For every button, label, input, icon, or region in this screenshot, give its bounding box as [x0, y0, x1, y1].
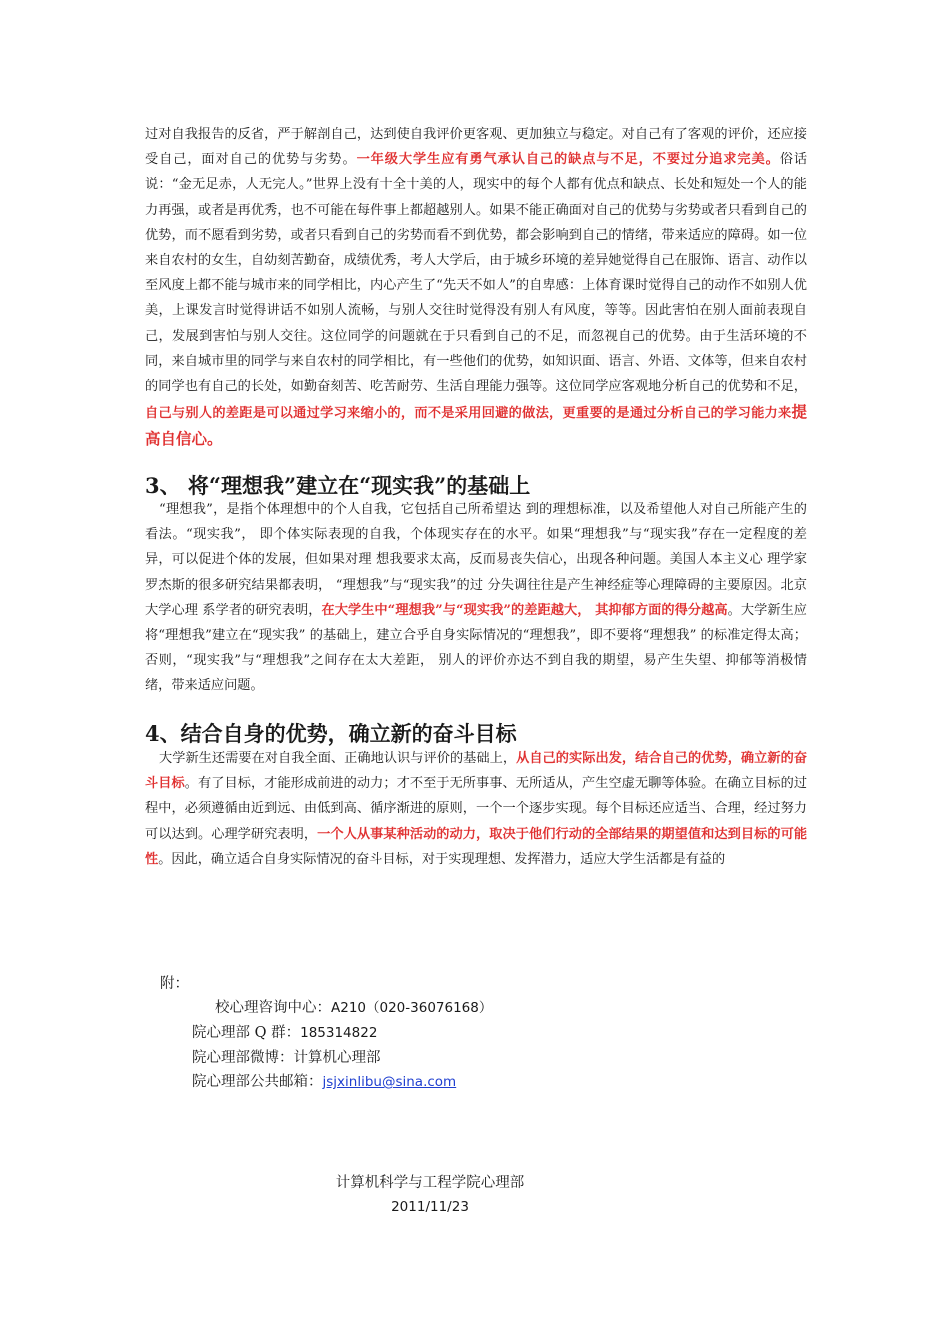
highlight-text: 从自己的实际出发，结合自己的优势，确立新的奋斗目标: [145, 751, 808, 792]
counseling-center-value: A210（020-36076168）: [331, 1000, 493, 1016]
footer-organization: 计算机科学与工程学院心理部: [335, 1175, 525, 1191]
paragraph-text: “理想我”，是指个体理想中的个人自我，它包括自己所希望达 到的理想标准，以及希望他人对自己所能产生的看法。“现实我”， 即个体实际表现的自我，个体现实存在的水平。如果“理想我”与“现实我”存在一定程度的差异，可以促进个体的发展，但如果对理 想我要求太高，反而易丧失信心，出现各种问题。美国人本主义心 理学家罗杰斯的很多研究结果都表明， “理想我”与“现实我”的过 分失调往往是产生神经症等心理障碍的主要原因。北京大学心理 系学者的研究表明，: [145, 502, 807, 618]
section-heading-4: 4、结合自身的优势，确立新的奋斗目标: [145, 721, 517, 746]
paragraph-self-evaluation: [145, 122, 807, 454]
weibo-value: 计算机心理部: [293, 1050, 381, 1066]
appendix-label: 附：: [160, 976, 189, 992]
footer-date: 2011/11/23: [391, 1199, 469, 1215]
paragraph-goals: [145, 746, 807, 872]
highlight-text: 一个人从事某种活动的动力，取决于他们行动的全部结果的期望值和达到目标的可能性: [145, 826, 808, 867]
qq-group-value: 185314822: [300, 1025, 378, 1041]
email-line: [192, 1071, 456, 1093]
paragraph-text: 大学新生还需要在对自我全面、正确地认识与评价的基础上，: [159, 751, 517, 766]
qq-group-label: 院心理部 Q 群：: [192, 1025, 301, 1041]
counseling-center-line: [215, 997, 492, 1019]
qq-group-line: [192, 1022, 377, 1044]
highlight-text: 提高自信心。: [145, 402, 807, 449]
section-heading-3: 3、 将“理想我”建立在“现实我”的基础上: [145, 473, 531, 498]
email-link[interactable]: jsjxinlibu@sina.com: [322, 1074, 457, 1090]
highlight-text: 在大学生中“理想我”与“现实我”的差距越大， 其抑郁方面的得分越高: [321, 602, 728, 618]
weibo-line: [192, 1047, 381, 1069]
weibo-label: 院心理部微博：: [192, 1050, 294, 1066]
paragraph-text: 俗话说：“金无足赤，人无完人。”世界上没有十全十美的人，现实中的每个人都有优点和缺点、长处和短处一个人的能力再强，或者是再优秀，也不可能在每件事上都超越别人。如果不能正确面对自己的优势与劣势或者只看到自己的优势，而不愿看到劣势，或者只看到自己的劣势而看不到优势，都会影响到自己的情绪，带来适应的障碍。如一位来自农村的女生，自幼刻苦勤奋，成绩优秀，考人大学后，由于城乡环境的差异她觉得自己在服饰、语言、动作以至风度上都不能与城市来的同学相比，内心产生了“先天不如人”的自卑感：上体育课时觉得自己的动作不如别人优美，上课发言时觉得讲话不如别人流畅，与别人交往时觉得没有别人有风度，等等。因此害怕在别人面前表现自己，发展到害怕与别人交往。这位同学的问题就在于只看到自己的不足，而忽视自己的优势。由于生活环境的不同，来自城市里的同学与来自农村的同学相比，有一些他们的优势，如知识面、语言、外语、文体等，但来自农村的同学也有自己的长处，如勤奋刻苦、吃苦耐劳、生活自理能力强等。这位同学应客观地分析自己的优势和不足，: [145, 152, 808, 395]
highlight-text: 自己与别人的差距是可以通过学习来缩小的，而不是采用回避的做法，更重要的是通过分析自己的学习能力来: [145, 406, 792, 422]
paragraph-text: 。大学新生应将“理想我”建立在“现实我” 的基础上，建立合乎自身实际情况的“理想我”，即不要将“理想我” 的标准定得太高；否则，“现实我”与“理想我”之间存在太大差距， 别人的评价亦达不到自我的期望，易产生失望、抑郁等消极情绪，带来适应问题。: [145, 602, 807, 694]
paragraph-text: 过对自我报告的反省，严于解剖自己，达到使自我评价更客观、更加独立与稳定。对自己有了客观的评价，还应接受自己，面对自己的优势与劣势。: [145, 127, 807, 168]
email-label: 院心理部公共邮箱：: [192, 1074, 323, 1090]
highlight-text: 一年级大学生应有勇气承认自己的缺点与不足，不要过分追求完美。: [356, 152, 780, 168]
counseling-center-label: 校心理咨询中心：: [215, 1000, 331, 1016]
paragraph-text: 。因此，确立适合自身实际情况的奋斗目标，对于实现理想、发挥潜力，适应大学生活都是有益的: [158, 851, 726, 867]
paragraph-ideal-self: [145, 497, 807, 699]
paragraph-text: 。有了目标，才能形成前进的动力；才不至于无所事事、无所适从，产生空虚无聊等体验。在确立目标的过程中，必须遵循由近到远、由低到高、循序渐进的原则，一个一个逐步实现。每个目标还应适当、合理，经过努力可以达到。心理学研究表明，: [145, 776, 808, 842]
